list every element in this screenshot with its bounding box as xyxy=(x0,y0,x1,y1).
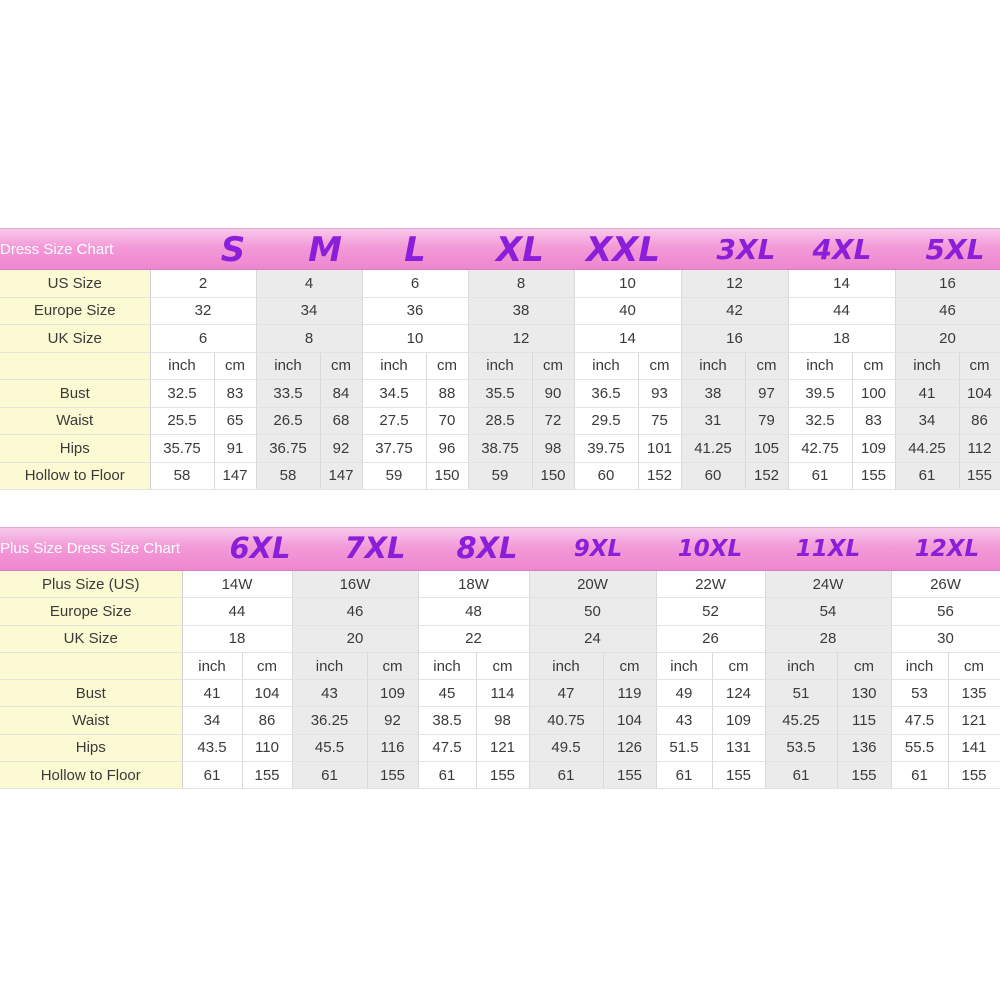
unit-inch-label: inch xyxy=(574,352,638,380)
dress-size-chart-header xyxy=(0,228,1000,270)
unit-inch-label: inch xyxy=(256,352,320,380)
measurement-value: 31 xyxy=(681,407,745,435)
measurement-value: 41.25 xyxy=(681,435,745,463)
measurement-value: 58 xyxy=(150,462,214,490)
measurement-value: 150 xyxy=(426,462,468,490)
table-row xyxy=(0,435,1000,463)
measurement-value: 96 xyxy=(426,435,468,463)
size-value: 42 xyxy=(681,297,788,325)
measurement-value: 92 xyxy=(320,435,362,463)
measurement-value: 45.25 xyxy=(765,707,837,734)
measurement-value: 155 xyxy=(367,762,418,789)
size-label: XXL xyxy=(585,230,661,270)
unit-inch-label: inch xyxy=(418,652,476,679)
size-value: 30 xyxy=(891,625,1000,652)
table-row xyxy=(0,625,1000,652)
size-value: 20W xyxy=(529,571,656,598)
size-value: 38 xyxy=(468,297,574,325)
dress-size-chart xyxy=(0,228,1000,490)
measurement-value: 83 xyxy=(214,380,256,408)
measurement-value: 39.5 xyxy=(788,380,852,408)
size-value: 22W xyxy=(656,571,765,598)
measurement-value: 28.5 xyxy=(468,407,532,435)
size-label: 6XL xyxy=(229,531,291,565)
unit-inch-label: inch xyxy=(150,352,214,380)
measurement-value: 104 xyxy=(603,707,656,734)
measurement-value: 59 xyxy=(362,462,426,490)
measurement-value: 44.25 xyxy=(895,435,959,463)
size-value: 16W xyxy=(292,571,418,598)
size-value: 22 xyxy=(418,625,529,652)
measurement-value: 55.5 xyxy=(891,734,948,761)
measurement-value: 86 xyxy=(242,707,292,734)
measurement-value: 155 xyxy=(603,762,656,789)
unit-cm-label: cm xyxy=(745,352,788,380)
size-label: L xyxy=(404,230,426,270)
row-label: Plus Size (US) xyxy=(0,571,182,598)
measurement-value: 112 xyxy=(959,435,1000,463)
measurement-value: 114 xyxy=(476,680,529,707)
size-value: 12 xyxy=(681,270,788,297)
measurement-value: 147 xyxy=(214,462,256,490)
measurement-value: 41 xyxy=(182,680,242,707)
table-row xyxy=(0,270,1000,297)
measurement-value: 47.5 xyxy=(891,707,948,734)
measurement-value: 61 xyxy=(292,762,367,789)
measurement-value: 51.5 xyxy=(656,734,712,761)
measurement-value: 36.25 xyxy=(292,707,367,734)
unit-cm-label: cm xyxy=(532,352,574,380)
measurement-value: 105 xyxy=(745,435,788,463)
size-label: 8XL xyxy=(456,531,518,565)
size-value: 8 xyxy=(256,325,362,353)
unit-cm-label: cm xyxy=(476,652,529,679)
table-row xyxy=(0,734,1000,761)
measurement-value: 136 xyxy=(837,734,891,761)
size-value: 26 xyxy=(656,625,765,652)
measurement-value: 61 xyxy=(891,762,948,789)
unit-cm-label: cm xyxy=(603,652,656,679)
size-value: 10 xyxy=(574,270,681,297)
size-value: 56 xyxy=(891,598,1000,625)
row-label: Hollow to Floor xyxy=(0,762,182,789)
measurement-value: 61 xyxy=(788,462,852,490)
measurement-value: 126 xyxy=(603,734,656,761)
measurement-value: 39.75 xyxy=(574,435,638,463)
measurement-value: 53 xyxy=(891,680,948,707)
size-value: 20 xyxy=(292,625,418,652)
size-value: 8 xyxy=(468,270,574,297)
measurement-value: 70 xyxy=(426,407,468,435)
measurement-value: 98 xyxy=(532,435,574,463)
row-label: Hollow to Floor xyxy=(0,462,150,490)
size-label: M xyxy=(308,230,342,270)
measurement-value: 36.5 xyxy=(574,380,638,408)
unit-inch-label: inch xyxy=(681,352,745,380)
measurement-value: 90 xyxy=(532,380,574,408)
size-value: 18W xyxy=(418,571,529,598)
measurement-value: 65 xyxy=(214,407,256,435)
measurement-value: 26.5 xyxy=(256,407,320,435)
size-value: 44 xyxy=(182,598,292,625)
measurement-value: 61 xyxy=(418,762,476,789)
measurement-value: 155 xyxy=(852,462,895,490)
size-value: 10 xyxy=(362,325,468,353)
measurement-value: 61 xyxy=(529,762,603,789)
measurement-value: 59 xyxy=(468,462,532,490)
measurement-value: 43.5 xyxy=(182,734,242,761)
table-row xyxy=(0,762,1000,789)
measurement-value: 75 xyxy=(638,407,681,435)
measurement-value: 115 xyxy=(837,707,891,734)
measurement-value: 37.75 xyxy=(362,435,426,463)
measurement-value: 119 xyxy=(603,680,656,707)
measurement-value: 38 xyxy=(681,380,745,408)
measurement-value: 53.5 xyxy=(765,734,837,761)
unit-cm-label: cm xyxy=(852,352,895,380)
size-label: 11XL xyxy=(795,536,861,562)
size-value: 48 xyxy=(418,598,529,625)
unit-cm-label: cm xyxy=(638,352,681,380)
size-value: 16 xyxy=(681,325,788,353)
row-label: US Size xyxy=(0,270,150,297)
dress-size-table-body xyxy=(0,270,1000,490)
size-value: 34 xyxy=(256,297,362,325)
measurement-value: 155 xyxy=(712,762,765,789)
measurement-value: 79 xyxy=(745,407,788,435)
measurement-value: 45 xyxy=(418,680,476,707)
table-row xyxy=(0,297,1000,325)
row-label: Hips xyxy=(0,435,150,463)
size-value: 26W xyxy=(891,571,1000,598)
measurement-value: 35.5 xyxy=(468,380,532,408)
row-label: Bust xyxy=(0,380,150,408)
measurement-value: 97 xyxy=(745,380,788,408)
size-value: 14W xyxy=(182,571,292,598)
size-value: 12 xyxy=(468,325,574,353)
size-value: 14 xyxy=(788,270,895,297)
measurement-value: 43 xyxy=(292,680,367,707)
measurement-value: 98 xyxy=(476,707,529,734)
measurement-value: 131 xyxy=(712,734,765,761)
chart-title: Dress Size Chart xyxy=(0,241,114,258)
measurement-value: 83 xyxy=(852,407,895,435)
size-label: 3XL xyxy=(716,233,776,266)
table-row xyxy=(0,571,1000,598)
measurement-value: 109 xyxy=(367,680,418,707)
measurement-value: 155 xyxy=(242,762,292,789)
row-label: UK Size xyxy=(0,625,182,652)
measurement-value: 155 xyxy=(837,762,891,789)
measurement-value: 40.75 xyxy=(529,707,603,734)
measurement-value: 29.5 xyxy=(574,407,638,435)
measurement-value: 35.75 xyxy=(150,435,214,463)
size-value: 32 xyxy=(150,297,256,325)
measurement-value: 42.75 xyxy=(788,435,852,463)
measurement-value: 58 xyxy=(256,462,320,490)
size-value: 24 xyxy=(529,625,656,652)
unit-inch-label: inch xyxy=(182,652,242,679)
unit-cm-label: cm xyxy=(712,652,765,679)
plus-size-table xyxy=(0,571,1000,789)
measurement-value: 41 xyxy=(895,380,959,408)
unit-cm-label: cm xyxy=(214,352,256,380)
measurement-value: 32.5 xyxy=(150,380,214,408)
measurement-value: 60 xyxy=(681,462,745,490)
unit-row xyxy=(0,652,1000,679)
measurement-value: 72 xyxy=(532,407,574,435)
measurement-value: 152 xyxy=(745,462,788,490)
measurement-value: 130 xyxy=(837,680,891,707)
unit-inch-label: inch xyxy=(788,352,852,380)
measurement-value: 86 xyxy=(959,407,1000,435)
table-row xyxy=(0,680,1000,707)
row-label: Bust xyxy=(0,680,182,707)
measurement-value: 34.5 xyxy=(362,380,426,408)
row-label: Hips xyxy=(0,734,182,761)
measurement-value: 61 xyxy=(656,762,712,789)
plus-size-table-body xyxy=(0,571,1000,789)
unit-inch-label: inch xyxy=(292,652,367,679)
measurement-value: 33.5 xyxy=(256,380,320,408)
measurement-value: 88 xyxy=(426,380,468,408)
measurement-value: 34 xyxy=(895,407,959,435)
plus-size-dress-size-chart xyxy=(0,527,1000,789)
table-row xyxy=(0,407,1000,435)
measurement-value: 47.5 xyxy=(418,734,476,761)
blank-label-cell xyxy=(0,352,150,380)
measurement-value: 49 xyxy=(656,680,712,707)
plus-size-chart-header xyxy=(0,527,1000,571)
unit-inch-label: inch xyxy=(895,352,959,380)
size-value: 46 xyxy=(895,297,1000,325)
measurement-value: 110 xyxy=(242,734,292,761)
measurement-value: 141 xyxy=(948,734,1000,761)
measurement-value: 100 xyxy=(852,380,895,408)
table-row xyxy=(0,707,1000,734)
measurement-value: 38.5 xyxy=(418,707,476,734)
size-value: 4 xyxy=(256,270,362,297)
size-value: 54 xyxy=(765,598,891,625)
size-value: 40 xyxy=(574,297,681,325)
size-value: 44 xyxy=(788,297,895,325)
unit-inch-label: inch xyxy=(362,352,426,380)
size-value: 14 xyxy=(574,325,681,353)
measurement-value: 101 xyxy=(638,435,681,463)
unit-inch-label: inch xyxy=(891,652,948,679)
measurement-value: 60 xyxy=(574,462,638,490)
measurement-value: 61 xyxy=(895,462,959,490)
size-label: S xyxy=(220,230,246,270)
size-label: 4XL xyxy=(812,233,872,266)
measurement-value: 124 xyxy=(712,680,765,707)
measurement-value: 32.5 xyxy=(788,407,852,435)
measurement-value: 43 xyxy=(656,707,712,734)
unit-inch-label: inch xyxy=(529,652,603,679)
measurement-value: 34 xyxy=(182,707,242,734)
measurement-value: 116 xyxy=(367,734,418,761)
unit-cm-label: cm xyxy=(948,652,1000,679)
measurement-value: 61 xyxy=(765,762,837,789)
size-label: XL xyxy=(496,230,544,270)
size-value: 6 xyxy=(362,270,468,297)
measurement-value: 25.5 xyxy=(150,407,214,435)
measurement-value: 51 xyxy=(765,680,837,707)
row-label: Europe Size xyxy=(0,598,182,625)
unit-inch-label: inch xyxy=(656,652,712,679)
size-value: 52 xyxy=(656,598,765,625)
size-label: 9XL xyxy=(573,536,623,562)
size-value: 16 xyxy=(895,270,1000,297)
measurement-value: 121 xyxy=(948,707,1000,734)
table-row xyxy=(0,380,1000,408)
measurement-value: 27.5 xyxy=(362,407,426,435)
measurement-value: 93 xyxy=(638,380,681,408)
size-value: 28 xyxy=(765,625,891,652)
unit-cm-label: cm xyxy=(320,352,362,380)
blank-label-cell xyxy=(0,652,182,679)
measurement-value: 45.5 xyxy=(292,734,367,761)
measurement-value: 36.75 xyxy=(256,435,320,463)
measurement-value: 38.75 xyxy=(468,435,532,463)
measurement-value: 84 xyxy=(320,380,362,408)
size-value: 18 xyxy=(788,325,895,353)
size-label: 5XL xyxy=(925,233,985,266)
unit-cm-label: cm xyxy=(426,352,468,380)
unit-cm-label: cm xyxy=(837,652,891,679)
measurement-value: 155 xyxy=(948,762,1000,789)
measurement-value: 109 xyxy=(712,707,765,734)
size-value: 24W xyxy=(765,571,891,598)
size-label: 10XL xyxy=(677,536,743,562)
unit-cm-label: cm xyxy=(959,352,1000,380)
size-value: 36 xyxy=(362,297,468,325)
row-label: UK Size xyxy=(0,325,150,353)
table-row xyxy=(0,462,1000,490)
measurement-value: 147 xyxy=(320,462,362,490)
table-row xyxy=(0,598,1000,625)
chart-title: Plus Size Dress Size Chart xyxy=(0,540,181,557)
measurement-value: 121 xyxy=(476,734,529,761)
measurement-value: 47 xyxy=(529,680,603,707)
size-label: 7XL xyxy=(344,531,406,565)
measurement-value: 109 xyxy=(852,435,895,463)
size-value: 20 xyxy=(895,325,1000,353)
measurement-value: 61 xyxy=(182,762,242,789)
measurement-value: 150 xyxy=(532,462,574,490)
size-value: 50 xyxy=(529,598,656,625)
measurement-value: 104 xyxy=(242,680,292,707)
measurement-value: 155 xyxy=(959,462,1000,490)
unit-row xyxy=(0,352,1000,380)
dress-size-table xyxy=(0,270,1000,490)
row-label: Europe Size xyxy=(0,297,150,325)
size-value: 2 xyxy=(150,270,256,297)
unit-cm-label: cm xyxy=(367,652,418,679)
unit-inch-label: inch xyxy=(468,352,532,380)
row-label: Waist xyxy=(0,707,182,734)
size-label: 12XL xyxy=(914,536,980,562)
unit-inch-label: inch xyxy=(765,652,837,679)
measurement-value: 68 xyxy=(320,407,362,435)
measurement-value: 104 xyxy=(959,380,1000,408)
size-value: 18 xyxy=(182,625,292,652)
row-label: Waist xyxy=(0,407,150,435)
measurement-value: 91 xyxy=(214,435,256,463)
measurement-value: 135 xyxy=(948,680,1000,707)
measurement-value: 152 xyxy=(638,462,681,490)
size-value: 46 xyxy=(292,598,418,625)
unit-cm-label: cm xyxy=(242,652,292,679)
size-value: 6 xyxy=(150,325,256,353)
measurement-value: 155 xyxy=(476,762,529,789)
measurement-value: 49.5 xyxy=(529,734,603,761)
table-row xyxy=(0,325,1000,353)
measurement-value: 92 xyxy=(367,707,418,734)
